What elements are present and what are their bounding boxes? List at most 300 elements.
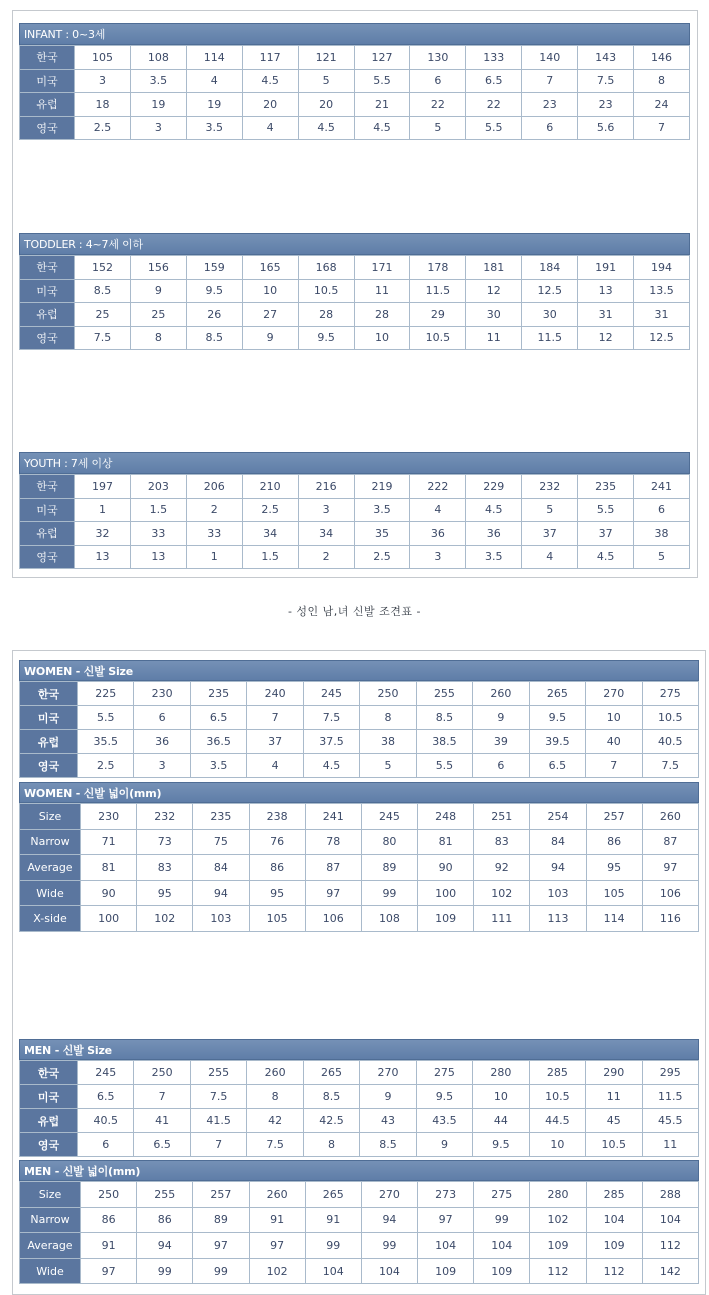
table-cell: 6: [634, 498, 690, 522]
section-title: WOMEN - 신발 Size: [19, 660, 699, 681]
table-cell: 97: [642, 855, 698, 881]
table-cell: 255: [137, 1182, 193, 1208]
row-header: Average: [20, 855, 81, 881]
table-cell: 83: [137, 855, 193, 881]
table-cell: 6.5: [529, 754, 585, 778]
table-cell: 130: [410, 46, 466, 70]
table-cell: 71: [81, 829, 137, 855]
table-cell: 109: [586, 1233, 642, 1259]
table-cell: 5.5: [416, 754, 472, 778]
table-cell: 285: [586, 1182, 642, 1208]
table-cell: 21: [354, 93, 410, 117]
row-header: 미국: [20, 1085, 78, 1109]
table-row: [20, 682, 699, 706]
table-cell: 10.5: [529, 1085, 585, 1109]
table-cell: 104: [474, 1233, 530, 1259]
row-header: 영국: [20, 545, 75, 569]
table-cell: 235: [193, 804, 249, 830]
table-cell: 34: [242, 522, 298, 546]
table-row: [20, 545, 690, 569]
table-cell: 99: [193, 1258, 249, 1284]
table-cell: 241: [634, 475, 690, 499]
table-cell: 9.5: [473, 1133, 529, 1157]
table-cell: 152: [75, 256, 131, 280]
table-cell: 30: [466, 303, 522, 327]
table-cell: 5: [410, 116, 466, 140]
table-cell: 104: [586, 1207, 642, 1233]
table-cell: 121: [298, 46, 354, 70]
table-cell: 290: [586, 1061, 642, 1085]
table-cell: 97: [249, 1233, 305, 1259]
table-cell: 3: [410, 545, 466, 569]
table-cell: 6: [134, 706, 190, 730]
table-cell: 42: [247, 1109, 303, 1133]
table-cell: 5: [298, 69, 354, 93]
table-cell: 13.5: [634, 279, 690, 303]
table-row: [20, 1061, 699, 1085]
table-cell: 104: [361, 1258, 417, 1284]
table-cell: 275: [474, 1182, 530, 1208]
table-cell: 280: [530, 1182, 586, 1208]
table-cell: 26: [186, 303, 242, 327]
table-cell: 270: [361, 1182, 417, 1208]
table-cell: 2: [186, 498, 242, 522]
table-cell: 102: [530, 1207, 586, 1233]
table-cell: 114: [186, 46, 242, 70]
table-cell: 99: [361, 880, 417, 906]
table-cell: 36: [466, 522, 522, 546]
table-cell: 37: [247, 730, 303, 754]
table-cell: 6: [410, 69, 466, 93]
table-row: [20, 1207, 699, 1233]
table-row: [20, 522, 690, 546]
table-cell: 11.5: [642, 1085, 698, 1109]
table-cell: 1: [75, 498, 131, 522]
table-cell: 10.5: [586, 1133, 642, 1157]
table-cell: 8.5: [303, 1085, 359, 1109]
table-cell: 8: [634, 69, 690, 93]
table-cell: 171: [354, 256, 410, 280]
men-size-section: [19, 1039, 699, 1157]
adult-chart-caption: - 성인 남,녀 신발 조견표 -: [287, 605, 422, 618]
table-row: [20, 116, 690, 140]
table-cell: 22: [466, 93, 522, 117]
table-cell: 250: [81, 1182, 137, 1208]
table-cell: 248: [418, 804, 474, 830]
table-cell: 36.5: [190, 730, 246, 754]
table-cell: 7: [190, 1133, 246, 1157]
table-cell: 38: [634, 522, 690, 546]
row-header: Size: [20, 1182, 81, 1208]
table-cell: 90: [81, 880, 137, 906]
table-cell: 23: [578, 93, 634, 117]
table-cell: 168: [298, 256, 354, 280]
size-table: [19, 1060, 699, 1157]
table-cell: 106: [305, 906, 361, 932]
table-cell: 295: [642, 1061, 698, 1085]
table-cell: 8: [247, 1085, 303, 1109]
table-cell: 238: [249, 804, 305, 830]
table-cell: 28: [354, 303, 410, 327]
table-row: [20, 855, 699, 881]
table-cell: 8.5: [186, 326, 242, 350]
table-cell: 3: [298, 498, 354, 522]
table-cell: 206: [186, 475, 242, 499]
table-cell: 165: [242, 256, 298, 280]
table-cell: 3.5: [190, 754, 246, 778]
table-cell: 80: [361, 829, 417, 855]
table-cell: 106: [642, 880, 698, 906]
table-cell: 143: [578, 46, 634, 70]
table-cell: 112: [642, 1233, 698, 1259]
table-cell: 13: [578, 279, 634, 303]
table-cell: 5.5: [78, 706, 134, 730]
table-cell: 194: [634, 256, 690, 280]
table-cell: 33: [130, 522, 186, 546]
table-cell: 114: [586, 906, 642, 932]
row-header: X-side: [20, 906, 81, 932]
table-cell: 7.5: [75, 326, 131, 350]
row-header: 영국: [20, 326, 75, 350]
table-cell: 91: [305, 1207, 361, 1233]
table-cell: 1: [186, 545, 242, 569]
table-cell: 7: [586, 754, 642, 778]
table-cell: 44: [473, 1109, 529, 1133]
table-cell: 4: [247, 754, 303, 778]
table-cell: 260: [473, 682, 529, 706]
table-cell: 9: [416, 1133, 472, 1157]
table-cell: 37.5: [303, 730, 359, 754]
table-cell: 3: [130, 116, 186, 140]
table-cell: 7.5: [578, 69, 634, 93]
table-cell: 181: [466, 256, 522, 280]
table-cell: 5.5: [466, 116, 522, 140]
section-title: WOMEN - 신발 넓이(mm): [19, 782, 699, 803]
table-cell: 112: [586, 1258, 642, 1284]
size-table: [19, 1181, 699, 1284]
table-cell: 109: [418, 906, 474, 932]
table-cell: 2.5: [78, 754, 134, 778]
row-header: 영국: [20, 754, 78, 778]
row-header: 미국: [20, 706, 78, 730]
table-cell: 127: [354, 46, 410, 70]
table-cell: 86: [586, 829, 642, 855]
table-row: [20, 906, 699, 932]
table-cell: 116: [642, 906, 698, 932]
table-cell: 4.5: [578, 545, 634, 569]
table-cell: 270: [586, 682, 642, 706]
row-header: Wide: [20, 1258, 81, 1284]
table-cell: 260: [247, 1061, 303, 1085]
table-cell: 9: [360, 1085, 416, 1109]
table-cell: 105: [249, 906, 305, 932]
table-cell: 7: [522, 69, 578, 93]
section-title: MEN - 신발 Size: [19, 1039, 699, 1060]
row-header: 미국: [20, 69, 75, 93]
table-cell: 9: [242, 326, 298, 350]
table-cell: 8.5: [360, 1133, 416, 1157]
table-row: [20, 475, 690, 499]
table-cell: 86: [137, 1207, 193, 1233]
table-cell: 22: [410, 93, 466, 117]
table-cell: 2.5: [75, 116, 131, 140]
table-cell: 245: [361, 804, 417, 830]
table-cell: 35: [354, 522, 410, 546]
table-cell: 229: [466, 475, 522, 499]
table-cell: 6.5: [78, 1085, 134, 1109]
table-row: [20, 1258, 699, 1284]
table-cell: 81: [418, 829, 474, 855]
table-cell: 240: [247, 682, 303, 706]
table-cell: 255: [416, 682, 472, 706]
table-cell: 156: [130, 256, 186, 280]
table-cell: 24: [634, 93, 690, 117]
table-cell: 84: [530, 829, 586, 855]
table-cell: 11: [354, 279, 410, 303]
table-cell: 45: [586, 1109, 642, 1133]
table-cell: 5.5: [354, 69, 410, 93]
table-cell: 25: [75, 303, 131, 327]
table-cell: 2.5: [354, 545, 410, 569]
table-cell: 254: [530, 804, 586, 830]
table-row: [20, 303, 690, 327]
table-cell: 99: [137, 1258, 193, 1284]
table-cell: 265: [303, 1061, 359, 1085]
table-cell: 4: [186, 69, 242, 93]
row-header: 미국: [20, 498, 75, 522]
table-cell: 112: [530, 1258, 586, 1284]
infant-size-section: [19, 23, 690, 140]
table-cell: 37: [578, 522, 634, 546]
table-cell: 197: [75, 475, 131, 499]
table-cell: 133: [466, 46, 522, 70]
table-cell: 99: [305, 1233, 361, 1259]
table-cell: 10: [586, 706, 642, 730]
table-cell: 251: [474, 804, 530, 830]
table-cell: 9.5: [416, 1085, 472, 1109]
table-cell: 100: [418, 880, 474, 906]
table-cell: 6.5: [134, 1133, 190, 1157]
table-cell: 97: [418, 1207, 474, 1233]
table-cell: 7: [134, 1085, 190, 1109]
table-cell: 12.5: [634, 326, 690, 350]
table-cell: 8.5: [75, 279, 131, 303]
table-cell: 7.5: [247, 1133, 303, 1157]
table-cell: 19: [130, 93, 186, 117]
table-cell: 89: [361, 855, 417, 881]
table-cell: 9: [130, 279, 186, 303]
table-cell: 12: [466, 279, 522, 303]
table-cell: 146: [634, 46, 690, 70]
size-table: [19, 803, 699, 932]
table-cell: 10.5: [642, 706, 698, 730]
section-title: INFANT : 0~3세: [19, 23, 690, 45]
table-cell: 20: [242, 93, 298, 117]
table-cell: 40: [586, 730, 642, 754]
table-cell: 288: [642, 1182, 698, 1208]
table-cell: 265: [529, 682, 585, 706]
table-cell: 36: [134, 730, 190, 754]
table-cell: 95: [249, 880, 305, 906]
table-cell: 43.5: [416, 1109, 472, 1133]
table-cell: 90: [418, 855, 474, 881]
table-cell: 230: [134, 682, 190, 706]
table-row: [20, 804, 699, 830]
table-cell: 97: [81, 1258, 137, 1284]
table-cell: 111: [474, 906, 530, 932]
toddler-size-section: [19, 233, 690, 350]
table-cell: 216: [298, 475, 354, 499]
table-cell: 184: [522, 256, 578, 280]
table-cell: 4.5: [354, 116, 410, 140]
row-header: Average: [20, 1233, 81, 1259]
table-cell: 3.5: [354, 498, 410, 522]
table-cell: 235: [190, 682, 246, 706]
table-cell: 102: [137, 906, 193, 932]
row-header: Wide: [20, 880, 81, 906]
table-cell: 100: [81, 906, 137, 932]
table-cell: 10: [473, 1085, 529, 1109]
table-cell: 7.5: [190, 1085, 246, 1109]
table-cell: 7.5: [303, 706, 359, 730]
table-cell: 99: [474, 1207, 530, 1233]
table-cell: 43: [360, 1109, 416, 1133]
table-cell: 84: [193, 855, 249, 881]
table-cell: 19: [186, 93, 242, 117]
table-cell: 86: [81, 1207, 137, 1233]
table-cell: 9: [473, 706, 529, 730]
table-cell: 45.5: [642, 1109, 698, 1133]
table-cell: 108: [361, 906, 417, 932]
table-cell: 109: [474, 1258, 530, 1284]
section-title: YOUTH : 7세 이상: [19, 452, 690, 474]
table-cell: 104: [642, 1207, 698, 1233]
table-cell: 232: [522, 475, 578, 499]
table-cell: 97: [305, 880, 361, 906]
size-table: [19, 255, 690, 350]
table-cell: 235: [578, 475, 634, 499]
table-cell: 35.5: [78, 730, 134, 754]
table-cell: 257: [586, 804, 642, 830]
table-cell: 94: [137, 1233, 193, 1259]
table-cell: 4: [242, 116, 298, 140]
table-row: [20, 1182, 699, 1208]
table-cell: 4.5: [303, 754, 359, 778]
table-cell: 91: [249, 1207, 305, 1233]
table-cell: 4.5: [242, 69, 298, 93]
table-cell: 31: [634, 303, 690, 327]
table-cell: 8: [130, 326, 186, 350]
table-cell: 10: [242, 279, 298, 303]
table-cell: 159: [186, 256, 242, 280]
table-cell: 6: [473, 754, 529, 778]
table-cell: 39.5: [529, 730, 585, 754]
row-header: 한국: [20, 46, 75, 70]
table-cell: 250: [134, 1061, 190, 1085]
table-cell: 3.5: [186, 116, 242, 140]
table-cell: 10.5: [410, 326, 466, 350]
table-cell: 92: [474, 855, 530, 881]
table-cell: 7: [634, 116, 690, 140]
table-cell: 41: [134, 1109, 190, 1133]
table-cell: 105: [75, 46, 131, 70]
table-cell: 265: [305, 1182, 361, 1208]
table-row: [20, 730, 699, 754]
row-header: 한국: [20, 682, 78, 706]
table-cell: 87: [642, 829, 698, 855]
row-header: 영국: [20, 116, 75, 140]
table-cell: 28: [298, 303, 354, 327]
table-cell: 4.5: [466, 498, 522, 522]
table-cell: 37: [522, 522, 578, 546]
table-cell: 1.5: [130, 498, 186, 522]
table-cell: 87: [305, 855, 361, 881]
table-cell: 275: [416, 1061, 472, 1085]
table-cell: 250: [360, 682, 416, 706]
table-cell: 73: [137, 829, 193, 855]
table-cell: 11.5: [522, 326, 578, 350]
table-cell: 5: [634, 545, 690, 569]
table-cell: 97: [193, 1233, 249, 1259]
table-row: [20, 46, 690, 70]
table-cell: 91: [81, 1233, 137, 1259]
row-header: 유럽: [20, 522, 75, 546]
table-cell: 5.6: [578, 116, 634, 140]
table-row: [20, 326, 690, 350]
table-row: [20, 754, 699, 778]
table-cell: 18: [75, 93, 131, 117]
table-cell: 102: [249, 1258, 305, 1284]
table-cell: 38: [360, 730, 416, 754]
table-cell: 280: [473, 1061, 529, 1085]
table-cell: 5.5: [578, 498, 634, 522]
table-row: [20, 880, 699, 906]
table-cell: 94: [530, 855, 586, 881]
table-cell: 39: [473, 730, 529, 754]
table-cell: 103: [193, 906, 249, 932]
table-cell: 5: [360, 754, 416, 778]
table-cell: 78: [305, 829, 361, 855]
table-cell: 89: [193, 1207, 249, 1233]
table-cell: 36: [410, 522, 466, 546]
table-row: [20, 1233, 699, 1259]
row-header: 유럽: [20, 93, 75, 117]
table-cell: 27: [242, 303, 298, 327]
table-cell: 94: [193, 880, 249, 906]
row-header: 영국: [20, 1133, 78, 1157]
size-table: [19, 681, 699, 778]
table-cell: 260: [642, 804, 698, 830]
table-cell: 11.5: [410, 279, 466, 303]
table-cell: 3: [134, 754, 190, 778]
table-cell: 178: [410, 256, 466, 280]
table-row: [20, 1109, 699, 1133]
table-cell: 275: [642, 682, 698, 706]
table-cell: 10: [354, 326, 410, 350]
table-cell: 9.5: [186, 279, 242, 303]
table-cell: 270: [360, 1061, 416, 1085]
table-cell: 4.5: [298, 116, 354, 140]
section-title: TODDLER : 4~7세 이하: [19, 233, 690, 255]
table-row: [20, 256, 690, 280]
table-cell: 44.5: [529, 1109, 585, 1133]
table-cell: 3.5: [130, 69, 186, 93]
table-cell: 86: [249, 855, 305, 881]
table-cell: 31: [578, 303, 634, 327]
women-width-section: [19, 782, 699, 932]
table-row: [20, 706, 699, 730]
table-cell: 10.5: [298, 279, 354, 303]
